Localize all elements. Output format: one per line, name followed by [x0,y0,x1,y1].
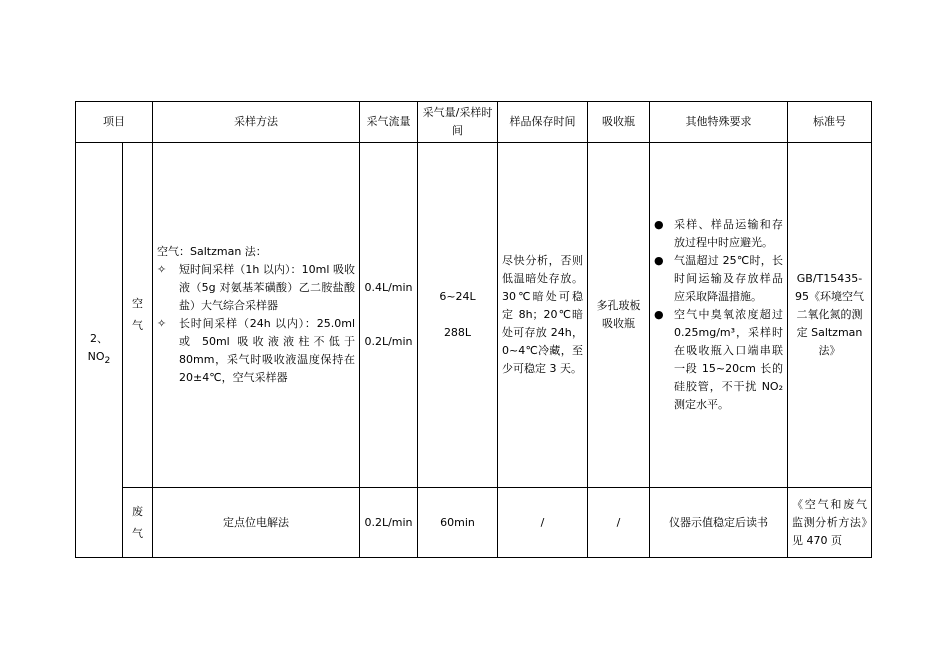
dot-bullet-icon: ● [654,308,664,321]
header-flow: 采气流量 [360,102,418,143]
requirement-item [654,216,783,252]
table-row-waste-gas [76,488,872,558]
requirements-waste-cell: 仪器示值稳定后读书 [650,488,788,558]
requirement-text: 采样、样品运输和存放过程中时应避光。 [674,218,783,249]
table-header-row [76,102,872,143]
diamond-bullet-icon: ✧ [157,263,167,276]
header-absorber: 吸收瓶 [588,102,650,143]
header-standard: 标准号 [788,102,872,143]
standard-waste-cell: 《空气和废气监测分析方法》见 470 页 [788,488,872,558]
storage-waste-cell: / [498,488,588,558]
flow-value: 0.2L/min [364,335,413,348]
header-volume: 采气量/采样时间 [418,102,498,143]
method-item [157,315,355,387]
method-intro: 空气：Saltzman 法： [157,245,267,258]
medium-waste-cell [123,488,153,558]
dot-bullet-icon: ● [654,254,664,267]
table-row-air [76,143,872,488]
medium-air-char: 气 [132,319,143,332]
volume-value: 6~24L [439,290,476,303]
requirements-air-cell [650,143,788,488]
medium-waste-char: 废 [132,504,143,518]
diamond-bullet-icon: ✧ [157,317,167,330]
header-storage: 样品保存时间 [498,102,588,143]
sampling-methods-table [75,101,872,558]
flow-waste-cell: 0.2L/min [360,488,418,558]
volume-value: 288L [443,326,472,339]
volume-waste-cell: 60min [418,488,498,558]
method-item [157,261,355,315]
requirement-item [654,252,783,306]
pollutant-cell [76,143,123,558]
method-list [157,261,355,387]
method-item-text: 短时间采样（1h 以内）：10ml 吸收液（5g 对氨基苯磺酸）乙二胺盐酸盐）大气综合采样器 [179,263,355,312]
requirement-text: 气温超过 25℃时，长时间运输及存放样品应采取降温措施。 [674,254,783,303]
standard-air-cell: GB/T15435-95《环境空气二氧化氮的测定 Saltzman 法》 [788,143,872,488]
volume-air-cell [418,143,498,488]
requirement-text: 空气中臭氧浓度超过 0.25mg/m³，采样时在吸收瓶入口端串联一段 15~20cm 长的硅胶管，不干扰 NO₂ 测定水平。 [674,308,783,411]
requirements-list [654,216,783,414]
requirement-item [654,306,783,414]
medium-air-char: 空 [132,297,143,310]
method-air-cell [153,143,360,488]
flow-air-cell [360,143,418,488]
pollutant-subscript: 2 [104,355,111,367]
absorber-waste-cell: / [588,488,650,558]
medium-air-cell [123,143,153,488]
method-item-text: 长时间采样（24h 以内）：25.0ml 或 50ml 吸收液液柱不低于 80mm，采气时吸收液温度保持在 20±4℃，空气采样器 [179,317,355,384]
pollutant-name: 2、NO [87,331,108,363]
absorber-air-cell: 多孔玻板吸收瓶 [588,143,650,488]
storage-air-cell: 尽快分析，否则低温暗处存放。30℃暗处可稳定 8h；20℃暗处可存放 24h，0~4℃冷藏，至少可稳定 3 天。 [498,143,588,488]
medium-waste-char: 气 [132,526,143,540]
method-waste-cell: 定点位电解法 [153,488,360,558]
dot-bullet-icon: ● [654,218,664,231]
header-requirements: 其他特殊要求 [650,102,788,143]
header-method: 采样方法 [153,102,360,143]
flow-value: 0.4L/min [364,281,413,294]
header-item: 项目 [76,102,153,143]
